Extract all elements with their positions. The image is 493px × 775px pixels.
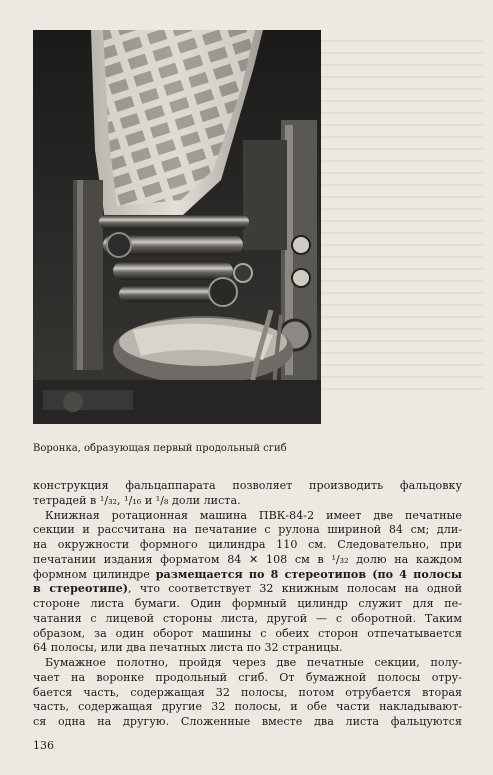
text-line: конструкция фальцаппарата позволяет производить фальцовку bbox=[33, 479, 462, 492]
text-line: в стереотипе), что соответствует 32 книжным полосам на одной bbox=[33, 582, 463, 596]
text-line: на окружности формного цилиндра 110 см. Следовательно, при bbox=[33, 538, 462, 551]
text-line: чатания с лицевой стороны листа, другой — с оборотной. Таким bbox=[33, 611, 462, 625]
text-line: часть, содержащая другие 32 полосы, и обе части накладывают- bbox=[33, 700, 462, 714]
text-line: чает на воронке продольный сгиб. От бумажной полосы отру- bbox=[33, 670, 462, 684]
text-line: образом, за один оборот машины с обеих сторон отпечатывается bbox=[33, 626, 462, 640]
body-text bbox=[33, 479, 462, 730]
text-line: Бумажное полотно, пройдя через две печатные секции, полу- bbox=[45, 656, 462, 669]
text-line: секции и рассчитана на печатание с рулона шириной 84 см; дли- bbox=[33, 523, 462, 537]
text-line: Книжная ротационная машина ПВК-84-2 имеет две печатные bbox=[45, 508, 462, 522]
text-line: формном цилиндре размещается по 8 стереотипов (по 4 полосы bbox=[33, 567, 462, 581]
text-line: 64 полосы, или два печатных листа по 32 страницы. bbox=[33, 641, 343, 655]
text-line: стороне листа бумаги. Один формный цилиндр служит для пе- bbox=[33, 597, 462, 610]
text-line: тетрадей в ¹/₃₂, ¹/₁₆ и ¹/₈ доли листа. bbox=[33, 493, 241, 507]
text-line: бается часть, содержащая 32 полосы, потом отрубается вторая bbox=[33, 685, 462, 699]
text-line: ся одна на другую. Сложенные вместе два листа фальцуются bbox=[33, 715, 462, 728]
page-number: 136 bbox=[33, 739, 54, 752]
text-line: печатании издания форматом 84 ✕ 108 см в ¹/₃₂ долю на каждом bbox=[33, 552, 462, 566]
figure-caption: Воронка, образующая первый продольный сгиб bbox=[33, 443, 287, 454]
machine-photo bbox=[33, 30, 321, 424]
